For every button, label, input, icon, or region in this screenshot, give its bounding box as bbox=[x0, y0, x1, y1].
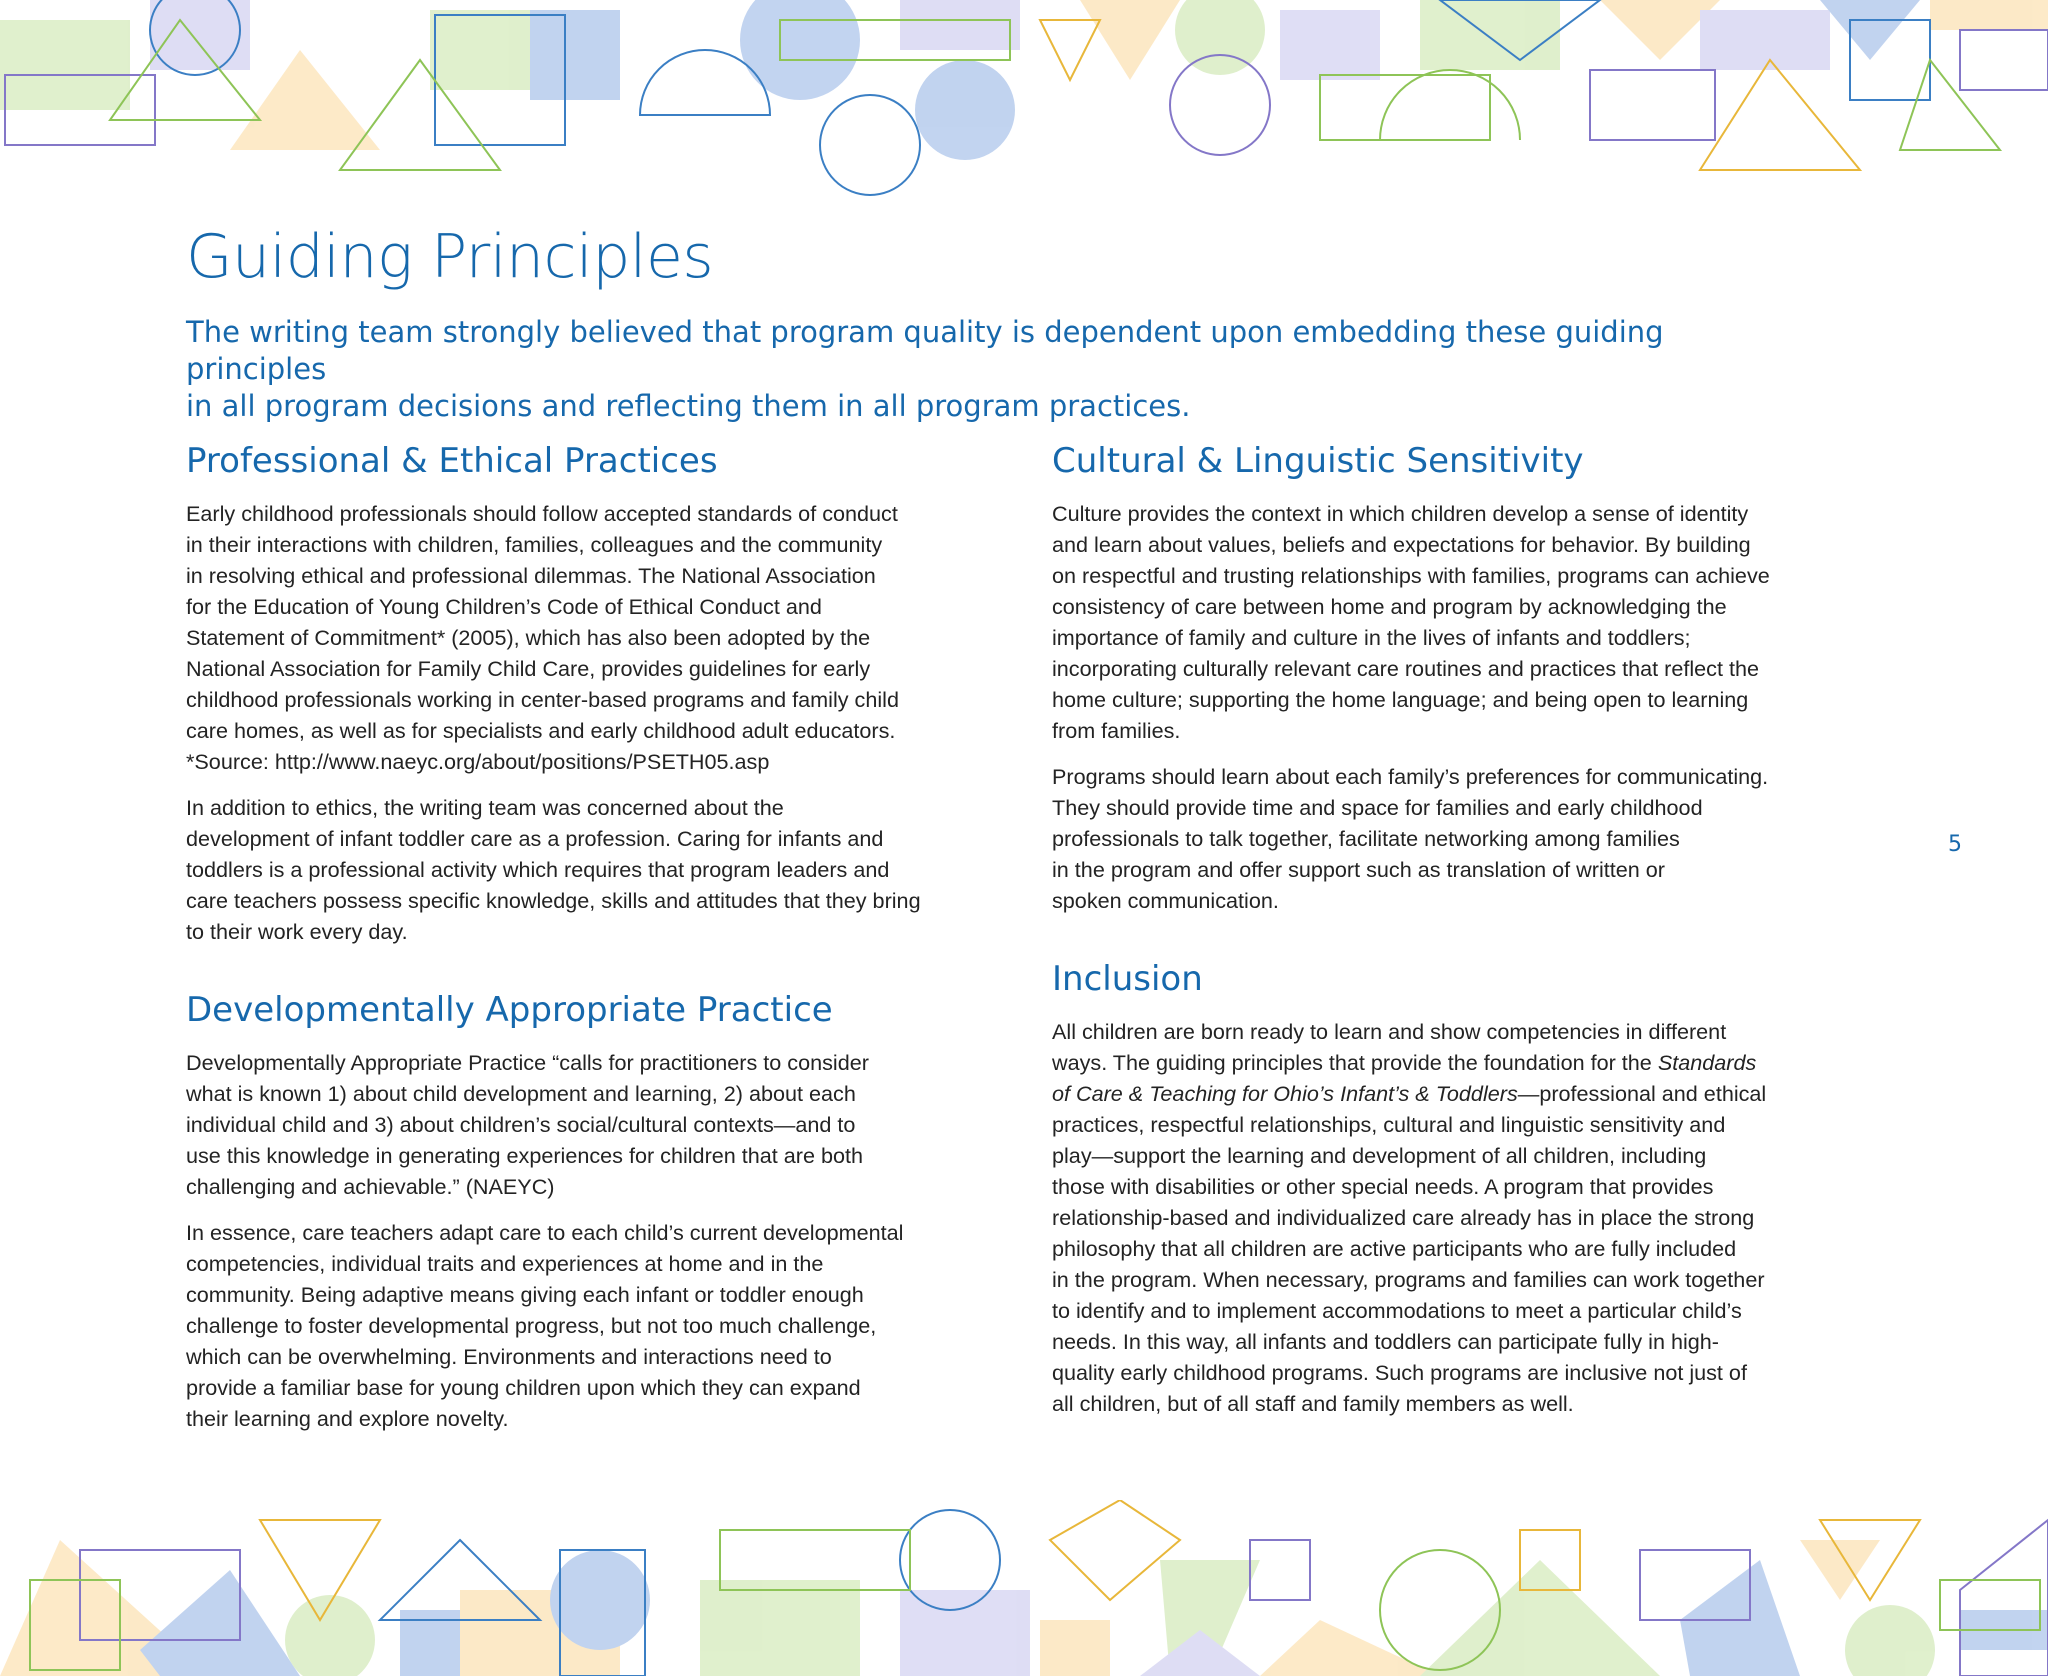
section-professional-ethical bbox=[186, 438, 986, 947]
section-inclusion bbox=[1052, 956, 1852, 1419]
section-paragraph: In addition to ethics, the writing team was concerned about the development of infant toddler care as a profession. Caring for infants and toddlers is a professional activity which requires that program leaders and care teachers possess specific knowledge, skills and attitudes that they bring to their work every day. bbox=[186, 795, 921, 944]
decorative-shapes-top bbox=[0, 0, 2048, 200]
section-heading: Cultural & Linguistic Sensitivity bbox=[1052, 441, 1584, 481]
section-heading: Developmentally Appropriate Practice bbox=[186, 990, 833, 1030]
decorative-shapes-bottom bbox=[0, 1500, 2048, 1676]
section-paragraph bbox=[1052, 1016, 1852, 1419]
section-heading: Inclusion bbox=[1052, 959, 1203, 999]
inclusion-text-end: —professional and ethical practices, respectful relationships, cultural and linguistic sensitivity and play—support the learning and development of all children, including those with disabilities or other special needs. A program that provides relationship-based and individualized care already has in place the strong philosophy that all children are active participants who are fully included in the program. When necessary, programs and families can work together to identify and to implement accommodations to meet a particular child’s needs. In this way, all infants and toddlers can participate fully in high- quality early childhood programs. Such programs are inclusive not just of all children, but of all staff and family members as well. bbox=[1052, 1081, 1767, 1416]
geometric-pattern-bottom bbox=[0, 1500, 2048, 1676]
page-title: Guiding Principles bbox=[186, 222, 714, 292]
section-paragraph: Culture provides the context in which children develop a sense of identity and learn about values, beliefs and expectations for behavior. By building on respectful and trusting relationships with families, programs can achieve consistency of care between home and program by acknowledging the importance of family and culture in the lives of infants and toddlers; incorporating culturally relevant care routines and practices that reflect the home culture; supporting the home language; and being open to learning from families. bbox=[1052, 501, 1770, 743]
section-developmentally-appropriate bbox=[186, 987, 986, 1434]
section-heading: Professional & Ethical Practices bbox=[186, 441, 718, 481]
intro-paragraph: The writing team strongly believed that program quality is dependent upon embedding these guiding principles in all program decisions and reflecting them in all program practices. bbox=[186, 315, 1664, 423]
section-paragraph: Programs should learn about each family’s preferences for communicating. They should provide time and space for families and early childhood professionals to talk together, facilitate networking among families in the program and offer support such as translation of written or spoken communication. bbox=[1052, 764, 1769, 913]
left-column bbox=[186, 438, 986, 1474]
section-paragraph: In essence, care teachers adapt care to each child’s current developmental competencies, individual traits and experiences at home and in the community. Being adaptive means giving each infant or toddler enough challenge to foster developmental progress, but not too much challenge, which can be overwhelming. Environments and interactions need to provide a familiar base for young children upon which they can expand their learning and explore novelty. bbox=[186, 1220, 904, 1431]
geometric-pattern-top bbox=[0, 0, 2048, 200]
section-cultural-linguistic bbox=[1052, 438, 1852, 916]
section-paragraph: Developmentally Appropriate Practice “calls for practitioners to consider what is known 1) about child development and learning, 2) about each individual child and 3) about children’s social/cultural contexts—and to use this knowledge in generating experiences for children that are both challenging and achievable.” (NAEYC) bbox=[186, 1050, 869, 1199]
standards-title-italic: Standards of Care & Teaching for Ohio’s Infant’s & Toddlers bbox=[1052, 1050, 1757, 1106]
inclusion-text-start: All children are born ready to learn and show competencies in different ways. The guiding principles that provide the foundation for the bbox=[1052, 1019, 1727, 1075]
right-column bbox=[1052, 438, 1852, 1459]
page-number: 5 bbox=[1948, 832, 1962, 857]
section-paragraph: Early childhood professionals should follow accepted standards of conduct in their interactions with children, families, colleagues and the community in resolving ethical and professional dilemmas. The National Association for the Education of Young Children’s Code of Ethical Conduct and Statement of Commitment* (2005), which has also been adopted by the National Association for Family Child Care, provides guidelines for early childhood professionals working in center-based programs and family child care homes, as well as for specialists and early childhood adult educators. *Source: http://www.naeyc.org/about/positions/PSETH05.asp bbox=[186, 501, 899, 774]
